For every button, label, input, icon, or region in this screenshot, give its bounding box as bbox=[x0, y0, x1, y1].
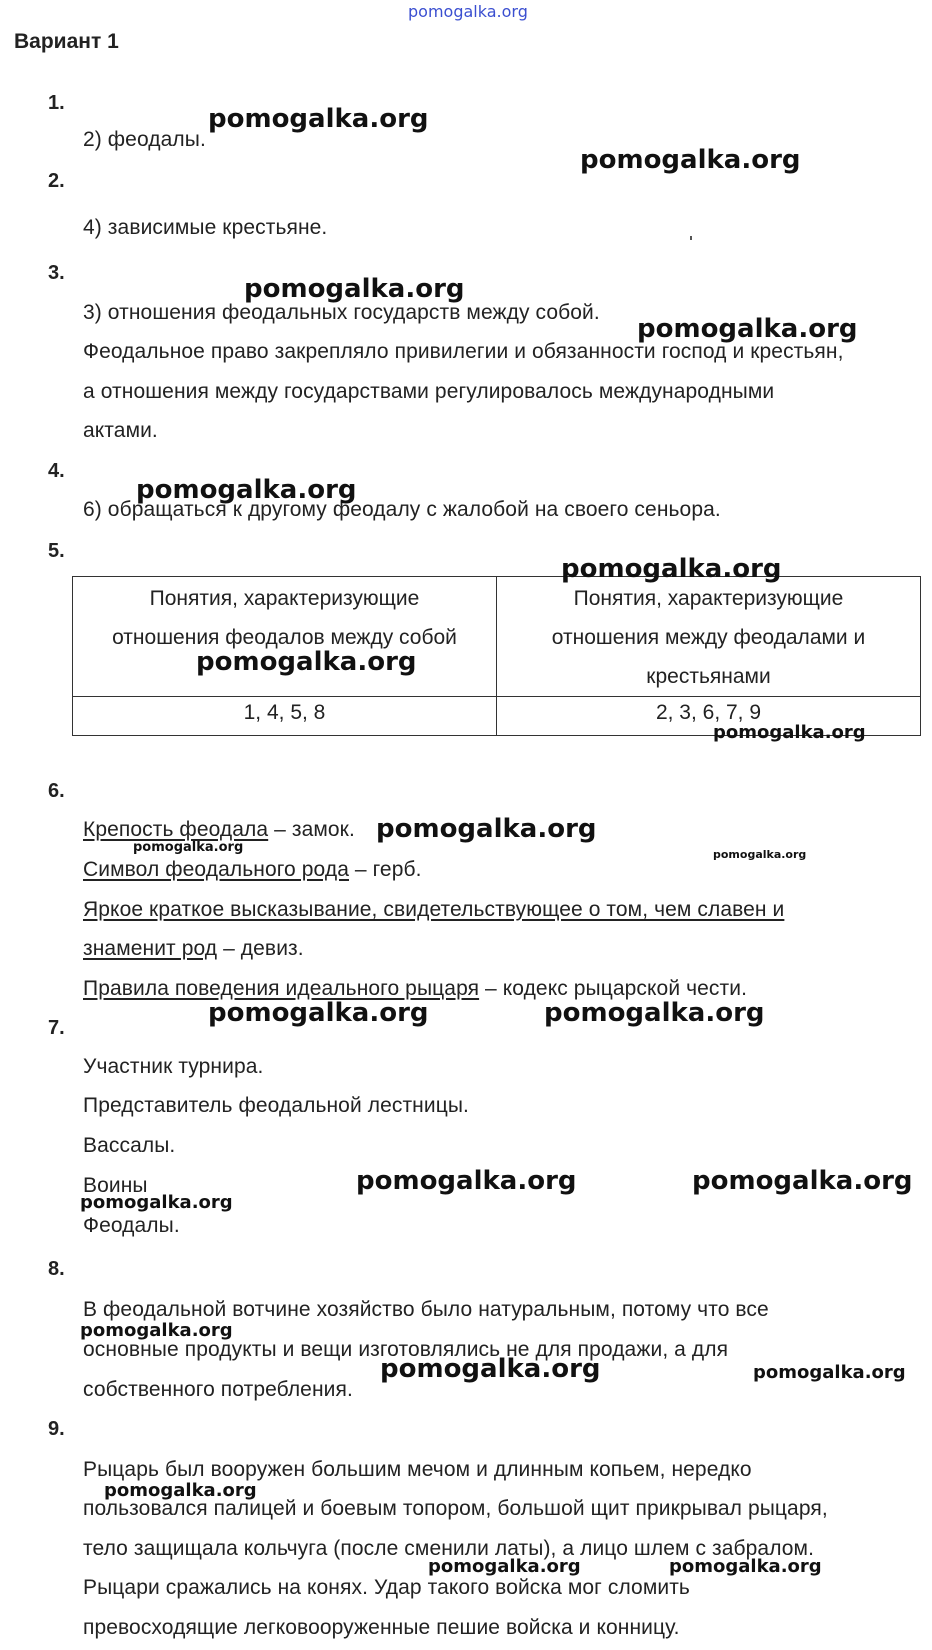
watermark: pomogalka.org bbox=[669, 1556, 822, 1577]
question-number-3: 3. bbox=[48, 262, 65, 284]
page-title: Вариант 1 bbox=[14, 30, 119, 53]
answer-line: 2) феодалы. bbox=[83, 128, 206, 151]
table-cell: 1, 4, 5, 8 bbox=[243, 701, 326, 724]
table-cell: 2, 3, 6, 7, 9 bbox=[655, 701, 762, 724]
answer-line: актами. bbox=[83, 419, 158, 442]
answer-line: 4) зависимые крестьяне. bbox=[83, 216, 328, 239]
watermark: pomogalka.org bbox=[713, 848, 807, 861]
watermark: pomogalka.org bbox=[244, 274, 465, 304]
answer-line: превосходящие легковооруженные пешие войска и конницу. bbox=[83, 1616, 680, 1639]
scan-speck bbox=[690, 236, 692, 240]
watermark: pomogalka.org bbox=[356, 1166, 577, 1196]
question-number-5: 5. bbox=[48, 540, 65, 562]
site-header[interactable]: pomogalka.org bbox=[408, 2, 528, 21]
watermark: pomogalka.org bbox=[104, 1480, 257, 1501]
watermark: pomogalka.org bbox=[428, 1556, 581, 1577]
definition-value: – девиз. bbox=[217, 937, 304, 960]
table-header-cell: Понятия, характеризующие отношения феодалов между собой bbox=[112, 587, 457, 649]
watermark: pomogalka.org bbox=[753, 1362, 906, 1383]
question-number-6: 6. bbox=[48, 780, 65, 802]
answer-line: основные продукты и вещи изготовлялись не для продажи, а для bbox=[83, 1338, 729, 1361]
watermark: pomogalka.org bbox=[637, 314, 858, 344]
question-number-7: 7. bbox=[48, 1017, 65, 1039]
answer-line: 3) отношения феодальных государств между собой. bbox=[83, 301, 600, 324]
table-header-cell: Понятия, характеризующие отношения между феодалами и крестьянами bbox=[551, 587, 866, 688]
answer-line: Воины bbox=[83, 1174, 148, 1197]
definition-value: – кодекс рыцарской чести. bbox=[479, 977, 748, 1000]
answer-line: собственного потребления. bbox=[83, 1378, 353, 1401]
definition-line bbox=[83, 858, 422, 882]
watermark: pomogalka.org bbox=[208, 998, 429, 1028]
watermark: pomogalka.org bbox=[196, 647, 417, 677]
answer-line: Представитель феодальной лестницы. bbox=[83, 1094, 469, 1117]
question-number-4: 4. bbox=[48, 460, 65, 482]
watermark: pomogalka.org bbox=[133, 840, 244, 855]
watermark: pomogalka.org bbox=[713, 722, 866, 743]
question-number-2: 2. bbox=[48, 170, 65, 192]
watermark: pomogalka.org bbox=[376, 814, 597, 844]
answer-line: Вассалы. bbox=[83, 1134, 176, 1157]
definition-line bbox=[83, 818, 355, 842]
question-number-8: 8. bbox=[48, 1258, 65, 1280]
answer-line: Феодальное право закрепляло привилегии и обязанности господ и крестьян, bbox=[83, 340, 844, 363]
watermark: pomogalka.org bbox=[544, 998, 765, 1028]
watermark: pomogalka.org bbox=[208, 104, 429, 134]
definition-line bbox=[83, 937, 304, 961]
watermark: pomogalka.org bbox=[80, 1192, 233, 1213]
definition-term: знаменит род bbox=[83, 937, 218, 960]
watermark: pomogalka.org bbox=[80, 1320, 233, 1341]
answer-line: В феодальной вотчине хозяйство было натуральным, потому что все bbox=[83, 1298, 769, 1321]
definition-value: – замок. bbox=[268, 818, 355, 841]
answer-line: 6) обращаться к другому феодалу с жалобой на своего сеньора. bbox=[83, 498, 721, 521]
watermark: pomogalka.org bbox=[561, 554, 782, 584]
watermark: pomogalka.org bbox=[692, 1166, 913, 1196]
watermark: pomogalka.org bbox=[136, 475, 357, 505]
answer-line: Рыцари сражались на конях. Удар такого войска мог сломить bbox=[83, 1576, 690, 1599]
watermark: pomogalka.org bbox=[380, 1354, 601, 1384]
answer-line: тело защищала кольчуга (после сменили латы), а лицо шлем с забралом. bbox=[83, 1537, 815, 1560]
definition-term: Крепость феодала bbox=[83, 818, 269, 841]
definition-term: Правила поведения идеального рыцаря bbox=[83, 977, 480, 1000]
definition-value: – герб. bbox=[348, 858, 422, 881]
definition-line bbox=[83, 898, 784, 922]
question-number-1: 1. bbox=[48, 92, 65, 114]
answer-line: Участник турнира. bbox=[83, 1055, 264, 1078]
answer-line: Рыцарь был вооружен большим мечом и длинным копьем, нередко bbox=[83, 1458, 752, 1481]
definition-term: Символ феодального рода bbox=[83, 858, 349, 881]
question-number-9: 9. bbox=[48, 1418, 65, 1440]
answer-line: Феодалы. bbox=[83, 1214, 180, 1237]
answer-line: пользовался палицей и боевым топором, большой щит прикрывал рыцаря, bbox=[83, 1497, 828, 1520]
definition-term: Яркое краткое высказывание, свидетельствующее о том, чем славен и bbox=[83, 898, 785, 921]
watermark: pomogalka.org bbox=[580, 145, 801, 175]
answer-line: а отношения между государствами регулировалось международными bbox=[83, 380, 775, 403]
